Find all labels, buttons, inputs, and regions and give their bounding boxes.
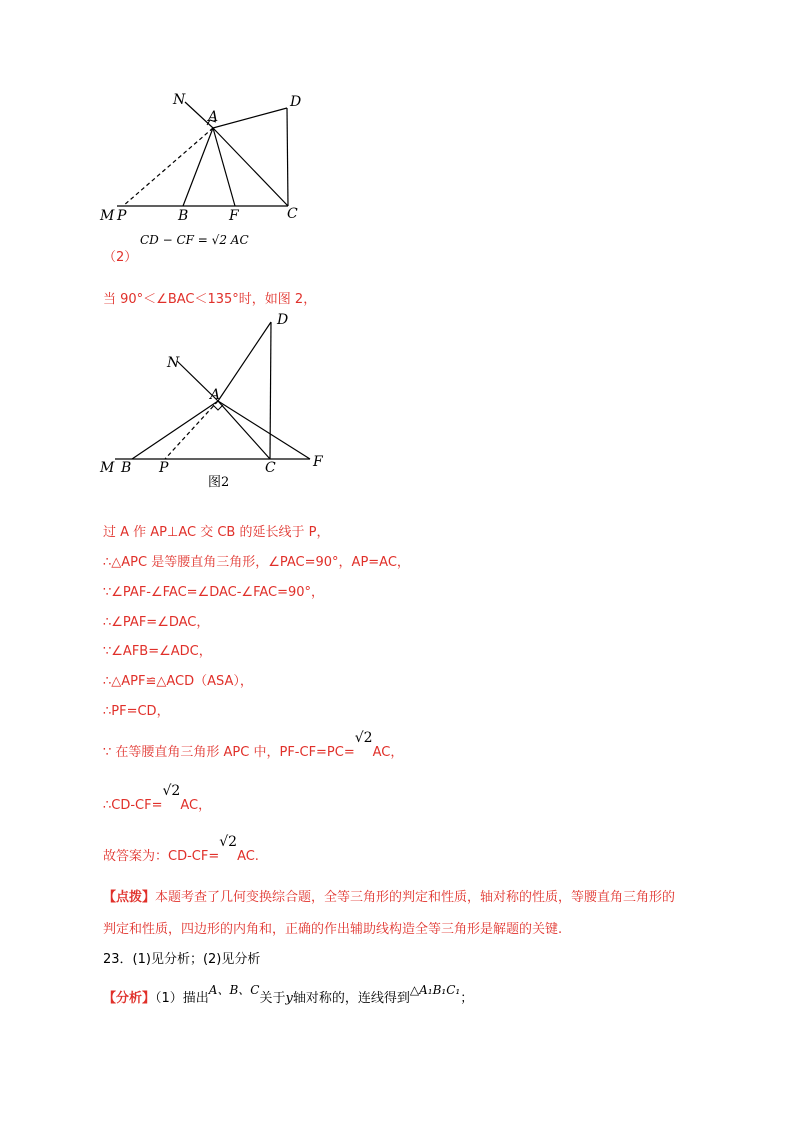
sqrt-2: √2 <box>354 730 373 746</box>
dianbo-tag: 【点拨】 <box>103 890 156 905</box>
label-a: A <box>210 387 221 403</box>
proof-line-5: ∵∠AFB=∠ADC， <box>103 644 212 659</box>
fenxi-pre: （1）描出 <box>155 991 209 1006</box>
proof-line-3: ∵∠PAF-∠FAC=∠DAC-∠FAC=90°， <box>103 585 325 600</box>
segment-dc <box>287 108 288 206</box>
fenxi-line <box>103 983 474 1006</box>
label-b: B <box>121 460 132 476</box>
fenxi-end: ； <box>460 991 474 1006</box>
dianbo-line-1 <box>103 886 675 905</box>
segment-ad <box>218 322 271 401</box>
proof-line-10-end: AC. <box>237 849 259 864</box>
label-m: M <box>100 460 115 476</box>
label-a: A <box>208 109 219 125</box>
segment-ap-dashed <box>165 401 218 459</box>
fenxi-y: y <box>285 991 293 1006</box>
label-b: B <box>178 208 189 224</box>
proof-line-9-text: ∴CD-CF= <box>103 798 163 813</box>
fenxi-mid2: 轴对称的，连线得到 <box>292 991 410 1006</box>
proof-line-6: ∴△APF≌△ACD（ASA）， <box>103 674 253 689</box>
proof-line-8 <box>103 730 404 760</box>
segment-af <box>218 401 310 459</box>
dianbo-line-2: 判定和性质，四边形的内角和，正确的作出辅助线构造全等三角形是解题的关键. <box>103 922 563 937</box>
sqrt-2: √2 <box>162 783 181 799</box>
label-d: D <box>277 312 289 328</box>
label-c: C <box>265 460 276 476</box>
proof-line-10 <box>103 834 259 864</box>
part2-number: （2） <box>103 250 138 265</box>
case-line: 当 90°＜∠BAC＜135°时，如图 2， <box>103 292 317 307</box>
proof-line-4: ∴∠PAF=∠DAC， <box>103 615 210 630</box>
proof-line-1: 过 A 作 AP⊥AC 交 CB 的延长线于 P， <box>103 525 330 540</box>
figure-2 <box>95 308 340 493</box>
label-d: D <box>290 94 302 110</box>
segment-ab <box>132 401 218 459</box>
segment-ap-dashed <box>123 128 213 206</box>
label-n: N <box>173 92 186 108</box>
proof-line-10-text: 故答案为：CD-CF= <box>103 849 220 864</box>
label-n: N <box>167 355 180 371</box>
label-m: M <box>100 208 115 224</box>
label-f: F <box>313 454 323 470</box>
proof-line-9-end: AC， <box>180 798 212 813</box>
fenxi-points: A、B、C <box>208 983 260 997</box>
segment-dc <box>270 322 271 459</box>
fenxi-triangle: △A₁B₁C₁ <box>409 983 461 997</box>
proof-line-2: ∴△APC 是等腰直角三角形，∠PAC=90°，AP=AC， <box>103 555 410 570</box>
q23-heading: 23．(1)见分析；(2)见分析 <box>103 952 261 967</box>
part2-formula: CD − CF = √2 AC <box>140 233 249 247</box>
fenxi-tag: 【分析】 <box>103 991 156 1006</box>
figure-1 <box>95 88 325 228</box>
proof-line-9 <box>103 783 212 813</box>
proof-line-8-end: AC， <box>372 745 404 760</box>
label-f: F <box>229 208 239 224</box>
label-c: C <box>287 206 298 222</box>
proof-line-8-text: ∵ 在等腰直角三角形 APC 中，PF-CF=PC= <box>103 745 355 760</box>
segment-ad <box>213 108 287 128</box>
label-p: P <box>159 460 169 476</box>
segment-ac <box>218 401 270 459</box>
figure-caption: 图2 <box>208 475 230 490</box>
dianbo-text-1: 本题考查了几何变换综合题，全等三角形的判定和性质，轴对称的性质，等腰直角三角形的 <box>155 890 676 905</box>
segment-ab <box>183 128 213 206</box>
fenxi-mid: 关于 <box>259 991 286 1006</box>
sqrt-2: √2 <box>219 834 238 850</box>
proof-line-7: ∴PF=CD， <box>103 704 170 719</box>
label-p: P <box>117 208 127 224</box>
